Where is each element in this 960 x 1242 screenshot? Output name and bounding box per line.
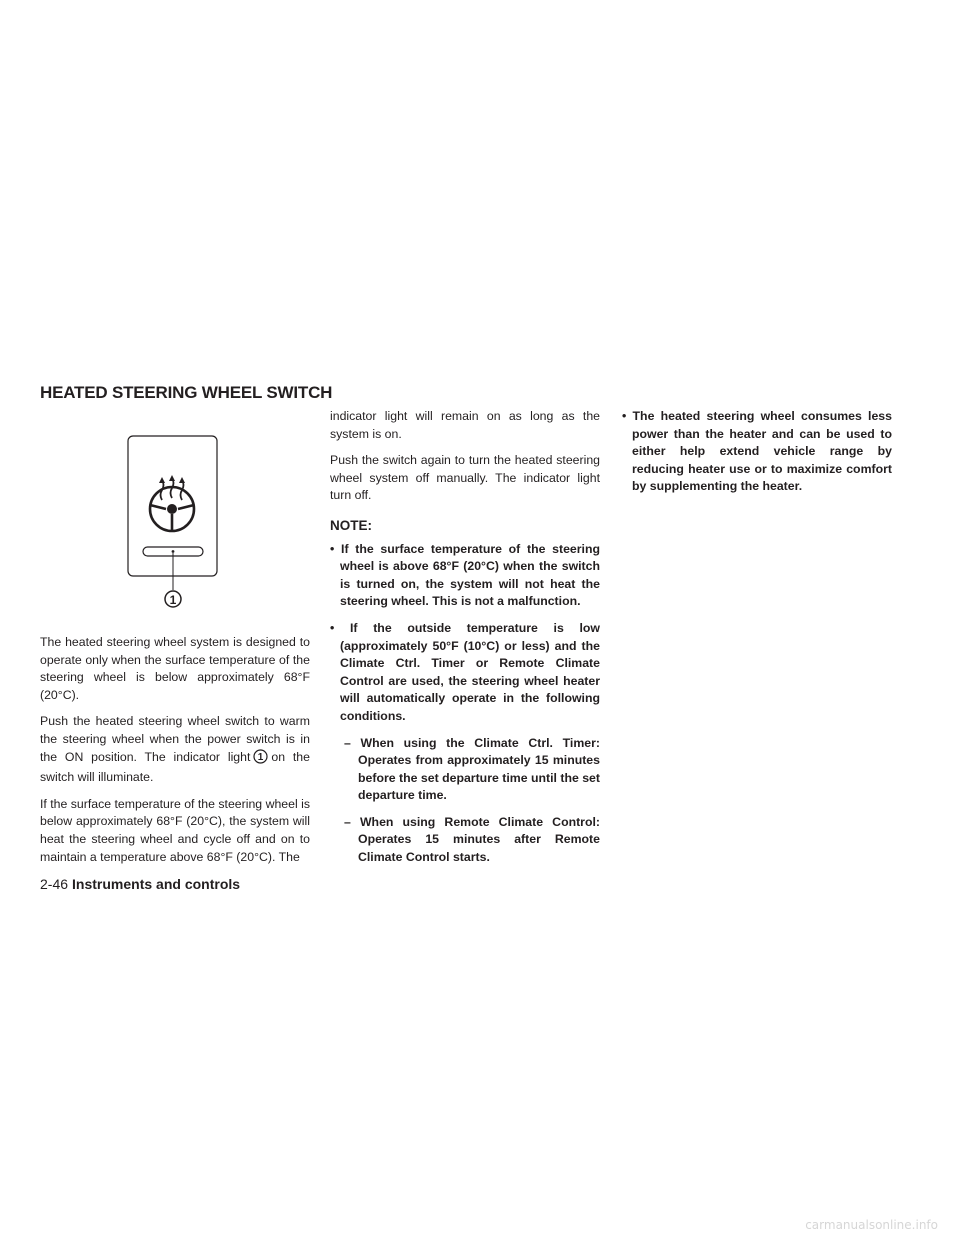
note-sub-bullet: – When using the Climate Ctrl. Timer: Operates from approximately 15 minutes before the set departure time until the set departure time. xyxy=(344,735,600,803)
paragraph: indicator light will remain on as long as the system is on. xyxy=(330,409,600,441)
heated-steering-switch-illustration xyxy=(126,434,220,610)
indicator-light xyxy=(172,550,175,553)
column-2 xyxy=(330,408,600,876)
note-bullet: • If the outside temperature is low (approximately 50°F (10°C) or less) and the Climate Ctrl. Timer or Remote Climate Control are used, the steering wheel heater will automatically operate in the following conditions. xyxy=(330,620,600,723)
paragraph: If the surface temperature of the steering wheel is below approximately 68°F (20°C), the system will heat the steering wheel and cycle off and on to maintain a temperature above 68°F (20°C). The xyxy=(40,796,310,864)
note-heading: NOTE: xyxy=(330,517,372,533)
paragraph: The heated steering wheel system is designed to operate only when the surface temperature of the steering wheel is below approximately 68°F (20°C). xyxy=(40,635,310,702)
column-1 xyxy=(40,634,310,875)
callout-badge-icon xyxy=(253,749,268,770)
section-title: HEATED STEERING WHEEL SWITCH xyxy=(40,383,333,402)
page-number: 2-46 xyxy=(40,876,69,892)
callout-number: 1 xyxy=(169,593,177,607)
paragraph: Push the switch again to turn the heated steering wheel system off manually. The indicator light turn off. xyxy=(330,453,600,503)
note-bullet: • If the surface temperature of the steering wheel is above 68°F (20°C) when the switch is turned on, the system will not heat the steering wheel. This is not a malfunction. xyxy=(330,541,600,609)
column-3 xyxy=(622,408,892,505)
watermark: carmanualsonline.info xyxy=(805,1218,938,1232)
paragraph: Push the heated steering wheel switch to warm the steering wheel when the power switch is in the ON position. The indicator light 1 on the switch will illuminate. xyxy=(40,714,310,785)
note-sub-bullet: – When using Remote Climate Control: Operates 15 minutes after Remote Climate Control starts. xyxy=(344,814,600,865)
svg-text:1: 1 xyxy=(258,751,264,763)
note-bullet: • The heated steering wheel consumes less power than the heater and can be used to either help extend vehicle range by reducing heater use or to maximize comfort by supplementing the heater. xyxy=(622,409,892,494)
page-footer xyxy=(40,876,240,892)
footer-section-name: Instruments and controls xyxy=(72,876,241,892)
